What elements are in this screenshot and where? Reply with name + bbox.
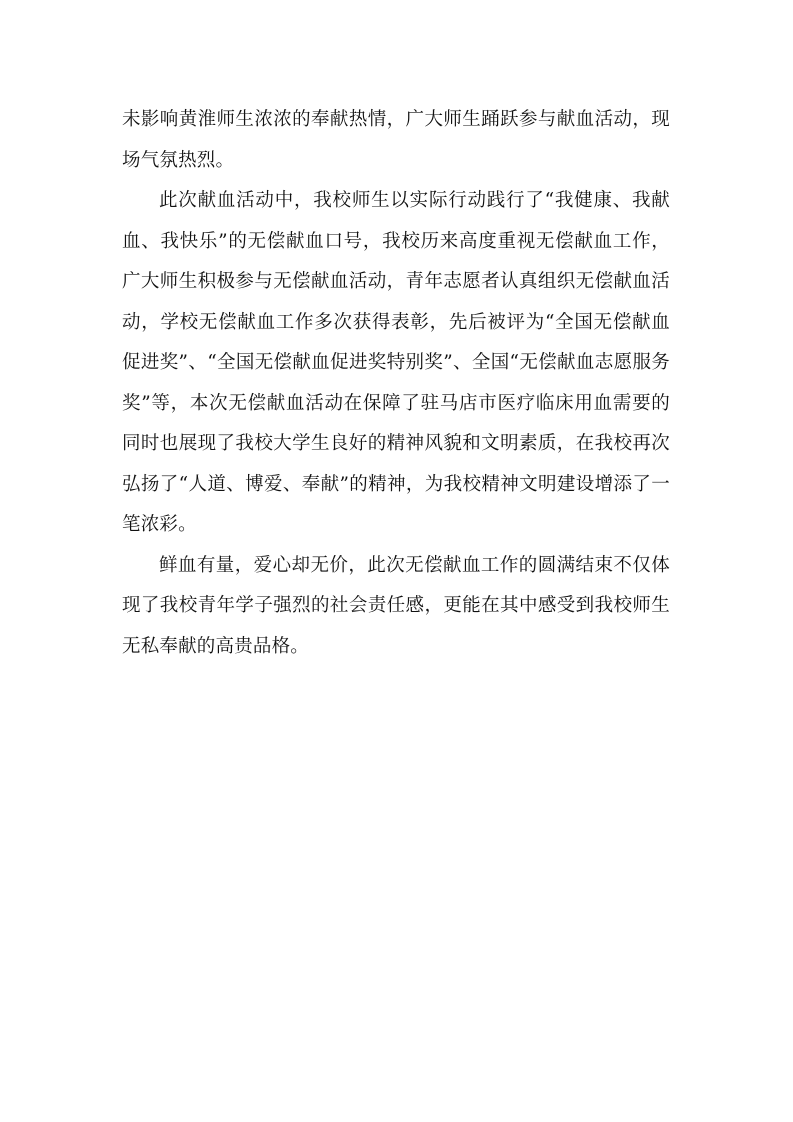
paragraph-3: 鲜血有量，爱心却无价，此次无偿献血工作的圆满结束不仅体现了我校青年学子强烈的社会责任感，更能在其中感受到我校师生无私奉献的高贵品格。 [122, 554, 670, 657]
paragraph-2: 此次献血活动中，我校师生以实际行动践行了“我健康、我献血、我快乐”的无偿献血口号，我校历来高度重视无偿献血工作，广大师生积极参与无偿献血活动，青年志愿者认真组织无偿献血活动，学校无偿献血工作多次获得表彰，先后被评为“全国无偿献血促进奖”、“全国无偿献血促进奖特别奖”、全国“无偿献血志愿服务奖”等，本次无偿献血活动在保障了驻马店市医疗临床用血需要的同时也展现了我校大学生良好的精神风貌和文明素质，在我校再次弘扬了“人道、博爱、奉献”的精神，为我校精神文明建设增添了一笔浓彩。 [122, 190, 670, 535]
document-body [122, 100, 670, 667]
paragraph-1: 未影响黄淮师生浓浓的奉献热情，广大师生踊跃参与献血活动，现场气氛热烈。 [122, 109, 670, 171]
